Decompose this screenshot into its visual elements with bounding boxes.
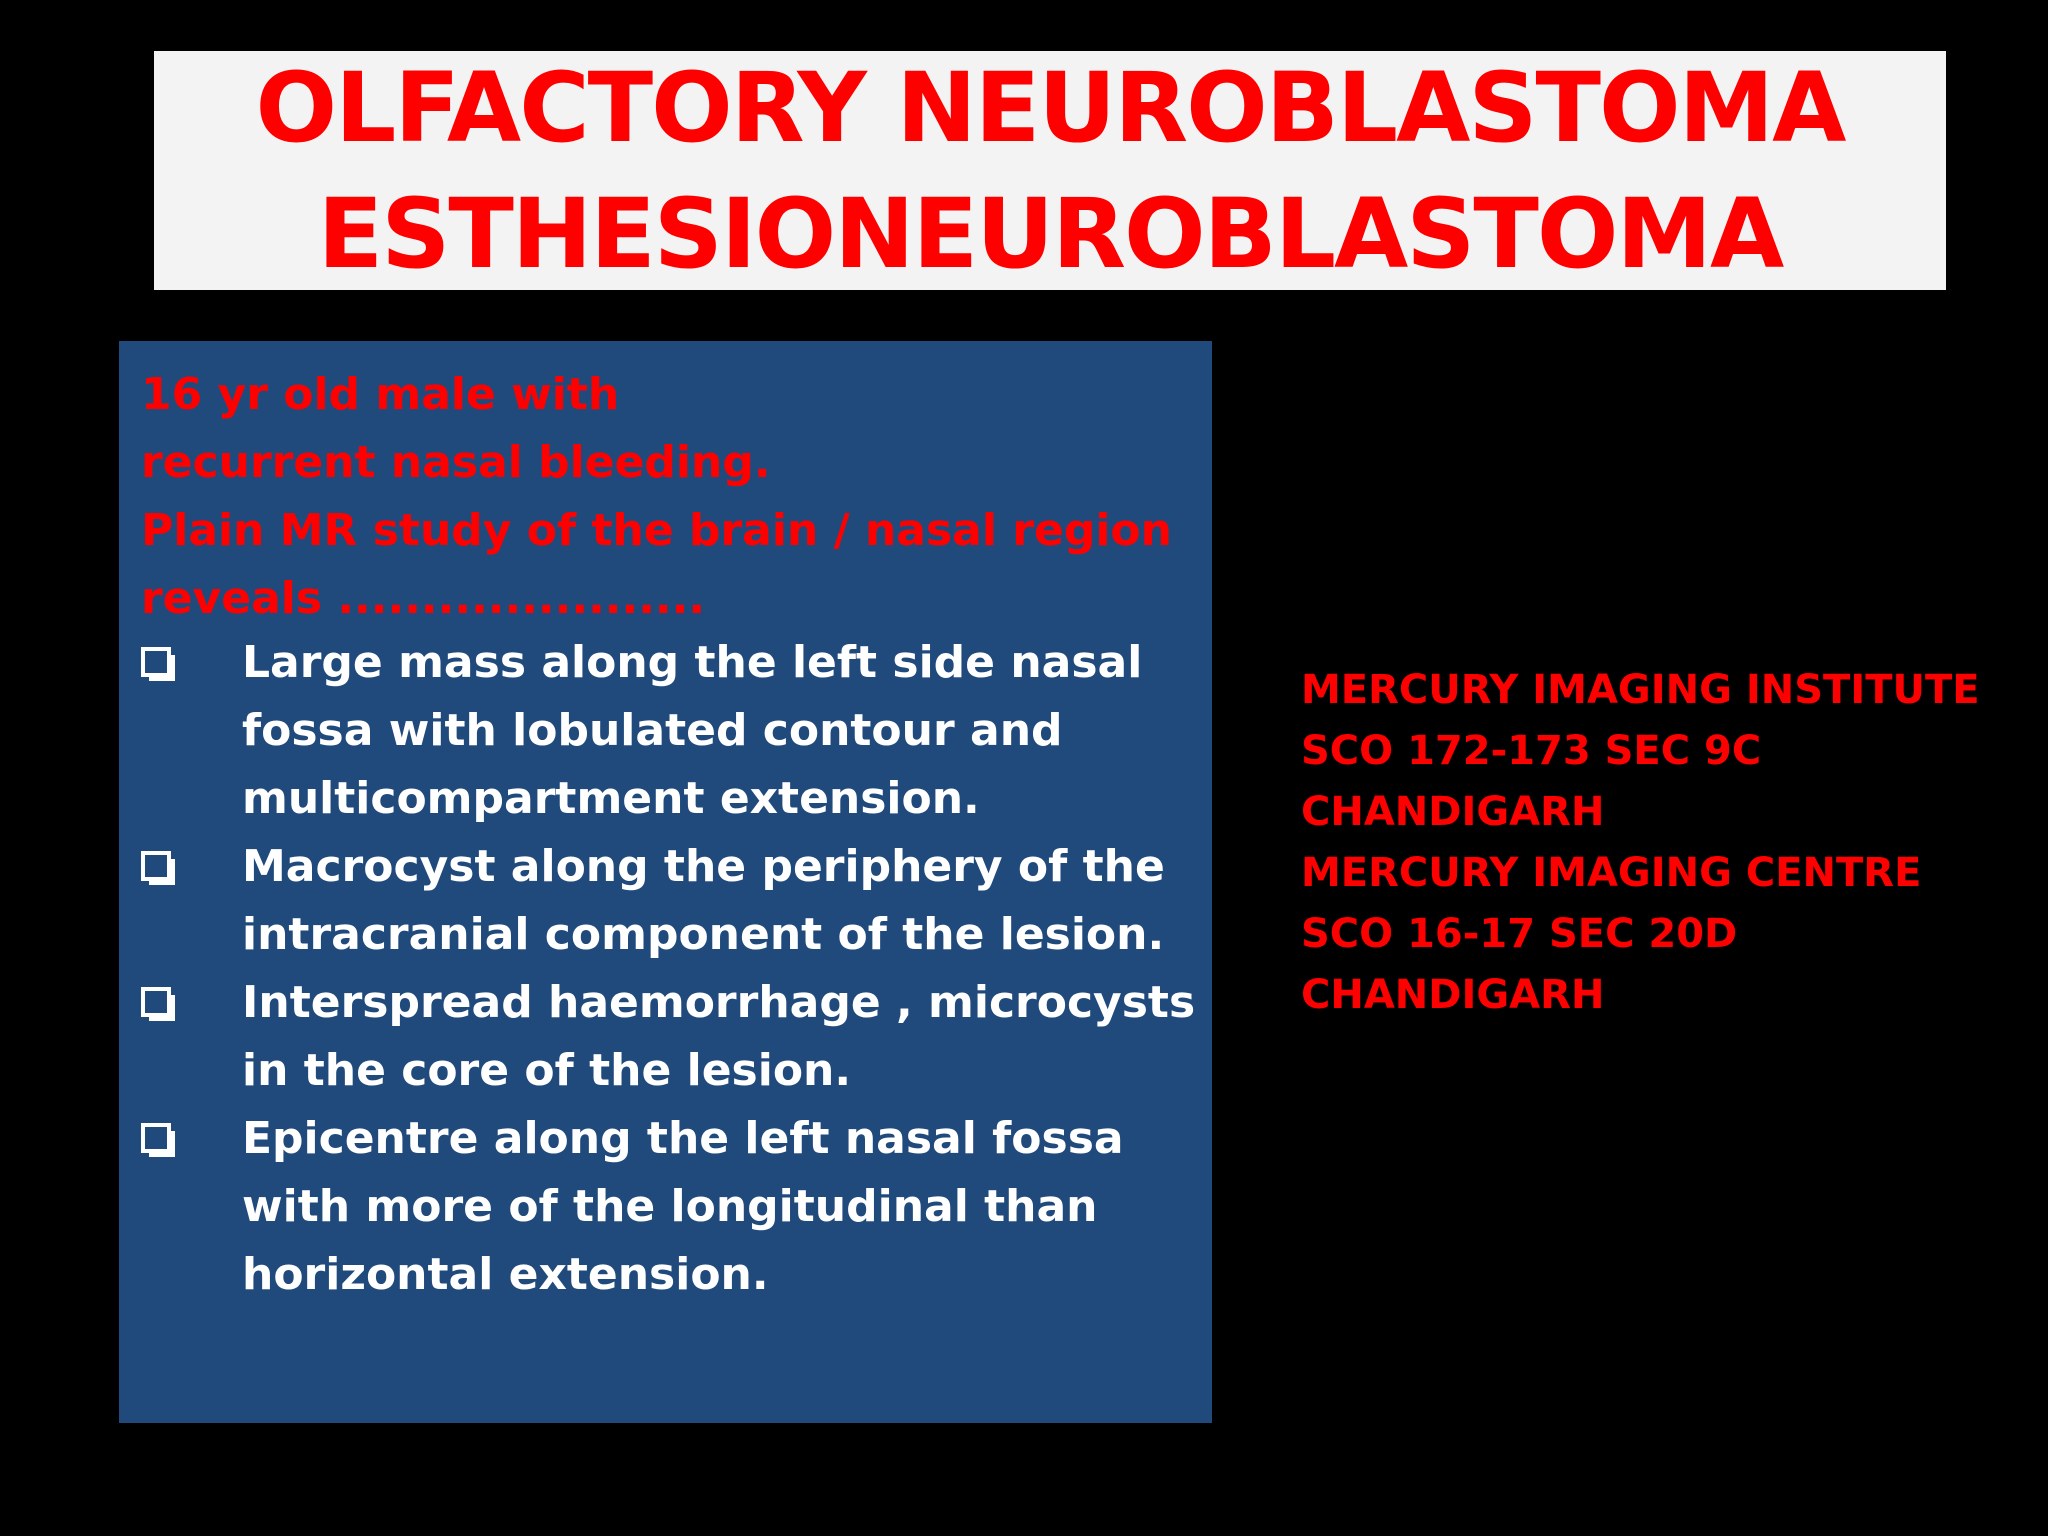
finding-item xyxy=(141,833,1201,969)
content-box xyxy=(119,341,1212,1423)
title-line-1: OLFACTORY NEUROBLASTOMA xyxy=(255,51,1845,164)
finding-text: Interspread haemorrhage , microcysts in the core of the lesion. xyxy=(242,977,1196,1096)
checkbox-icon xyxy=(141,851,175,885)
intro-line-2: recurrent nasal bleeding. xyxy=(141,437,771,488)
intro-line-4: reveals ...................... xyxy=(141,573,706,624)
finding-item xyxy=(141,1105,1201,1309)
finding-text: Large mass along the left side nasal fossa with lobulated contour and multicompartment extension. xyxy=(242,637,1143,824)
findings-list xyxy=(141,629,1201,1309)
address-line-4: MERCURY IMAGING CENTRE xyxy=(1301,850,1922,896)
finding-item xyxy=(141,629,1201,833)
case-intro xyxy=(141,361,1191,633)
address-line-1: MERCURY IMAGING INSTITUTE xyxy=(1301,667,1980,713)
title-box xyxy=(154,51,1946,290)
title-line-2: ESTHESIONEUROBLASTOMA xyxy=(317,177,1783,290)
checkbox-icon xyxy=(141,647,175,681)
intro-line-1: 16 yr old male with xyxy=(141,369,620,420)
checkbox-icon xyxy=(141,1123,175,1157)
finding-text: Macrocyst along the periphery of the intracranial component of the lesion. xyxy=(242,841,1165,960)
address-line-6: CHANDIGARH xyxy=(1301,972,1605,1018)
address-line-3: CHANDIGARH xyxy=(1301,789,1605,835)
checkbox-icon xyxy=(141,987,175,1021)
address-line-2: SCO 172-173 SEC 9C xyxy=(1301,728,1762,774)
intro-line-3: Plain MR study of the brain / nasal region xyxy=(141,505,1172,556)
institute-address xyxy=(1301,660,2001,1026)
finding-item xyxy=(141,969,1201,1105)
address-line-5: SCO 16-17 SEC 20D xyxy=(1301,911,1738,957)
finding-text: Epicentre along the left nasal fossa with more of the longitudinal than horizontal extension. xyxy=(242,1113,1124,1300)
